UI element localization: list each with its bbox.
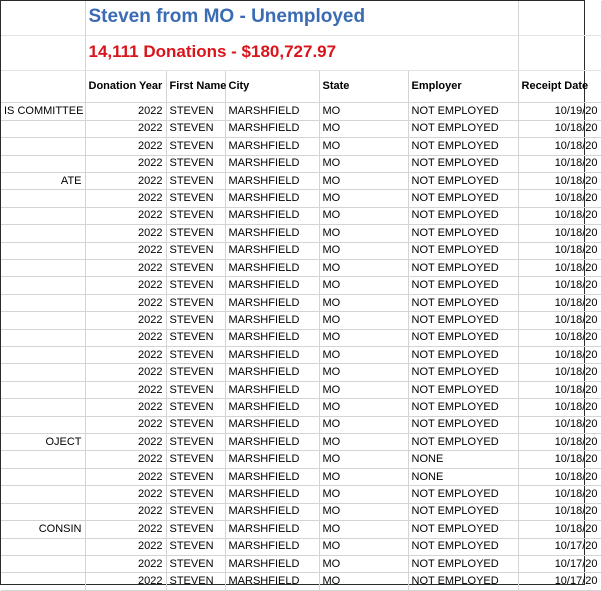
cell-city[interactable]: MARSHFIELD (225, 103, 319, 120)
cell-city[interactable]: MARSHFIELD (225, 538, 319, 555)
cell-first-name[interactable]: STEVEN (166, 555, 225, 572)
table-row (1, 120, 601, 137)
header-cell-receipt-date[interactable]: Receipt Date (518, 70, 601, 103)
cell-first-name[interactable]: STEVEN (166, 468, 225, 485)
cell-first-name[interactable]: STEVEN (166, 486, 225, 503)
cell-employer[interactable]: NOT EMPLOYED (408, 329, 518, 346)
cell-donation-year[interactable]: 2022 (85, 277, 166, 294)
subtitle-row (1, 35, 601, 70)
cell-committee[interactable] (1, 242, 85, 259)
cell-city[interactable]: MARSHFIELD (225, 294, 319, 311)
table-row (1, 172, 601, 189)
cell-state[interactable]: MO (319, 329, 408, 346)
header-cell-state[interactable]: State (319, 70, 408, 103)
cell-committee[interactable]: CONSIN (1, 521, 85, 538)
cell-first-name[interactable]: STEVEN (166, 364, 225, 381)
cell-city[interactable]: MARSHFIELD (225, 503, 319, 520)
cell-employer[interactable]: NOT EMPLOYED (408, 172, 518, 189)
cell-donation-year[interactable]: 2022 (85, 260, 166, 277)
cell-receipt-date[interactable]: 10/18/20 (518, 138, 601, 155)
cell-donation-year[interactable]: 2022 (85, 225, 166, 242)
cell-state[interactable]: MO (319, 538, 408, 555)
cell-city[interactable]: MARSHFIELD (225, 242, 319, 259)
cell-donation-year[interactable]: 2022 (85, 538, 166, 555)
cell-donation-year[interactable]: 2022 (85, 242, 166, 259)
table-row (1, 329, 601, 346)
cell-first-name[interactable]: STEVEN (166, 347, 225, 364)
table-row (1, 434, 601, 451)
cell-receipt-date[interactable]: 10/18/20 (518, 242, 601, 259)
cell-receipt-date[interactable]: 10/18/20 (518, 364, 601, 381)
cell-state[interactable]: MO (319, 434, 408, 451)
sheet-title: Steven from MO - Unemployed (88, 5, 366, 27)
cell-donation-year[interactable]: 2022 (85, 329, 166, 346)
cell-first-name[interactable]: STEVEN (166, 207, 225, 224)
cell-receipt-date[interactable]: 10/18/20 (518, 120, 601, 137)
cell-committee[interactable] (1, 555, 85, 572)
cell-committee[interactable] (1, 381, 85, 398)
cell-employer[interactable]: NOT EMPLOYED (408, 521, 518, 538)
cell-first-name[interactable]: STEVEN (166, 538, 225, 555)
cell-receipt-date[interactable]: 10/18/20 (518, 399, 601, 416)
cell-donation-year[interactable]: 2022 (85, 555, 166, 572)
cell-employer[interactable]: NOT EMPLOYED (408, 225, 518, 242)
cell-donation-year[interactable]: 2022 (85, 120, 166, 137)
cell-first-name[interactable]: STEVEN (166, 138, 225, 155)
cell-employer[interactable]: NOT EMPLOYED (408, 573, 518, 591)
cell-employer[interactable]: NOT EMPLOYED (408, 138, 518, 155)
cell-employer[interactable]: NOT EMPLOYED (408, 277, 518, 294)
cell-donation-year[interactable]: 2022 (85, 155, 166, 172)
cell-state[interactable]: MO (319, 277, 408, 294)
cell-employer[interactable]: NOT EMPLOYED (408, 294, 518, 311)
cell-receipt-date[interactable]: 10/17/20 (518, 538, 601, 555)
sheet-subtitle: 14,111 Donations - $180,727.97 (88, 41, 337, 61)
cell-committee[interactable] (1, 503, 85, 520)
cell-city[interactable]: MARSHFIELD (225, 381, 319, 398)
cell-first-name[interactable]: STEVEN (166, 329, 225, 346)
cell-receipt-date[interactable]: 10/18/20 (518, 207, 601, 224)
cell-receipt-date[interactable]: 10/18/20 (518, 277, 601, 294)
cell-city[interactable]: MARSHFIELD (225, 260, 319, 277)
cell-donation-year[interactable]: 2022 (85, 486, 166, 503)
table-row (1, 312, 601, 329)
cell-city[interactable]: MARSHFIELD (225, 190, 319, 207)
cell[interactable] (518, 1, 601, 35)
cell-first-name[interactable]: STEVEN (166, 260, 225, 277)
cell-donation-year[interactable]: 2022 (85, 573, 166, 591)
cell-state[interactable]: MO (319, 172, 408, 189)
cell-state[interactable]: MO (319, 103, 408, 120)
table-row (1, 381, 601, 398)
cell-committee[interactable] (1, 138, 85, 155)
cell-state[interactable]: MO (319, 120, 408, 137)
table-row (1, 555, 601, 572)
cell-committee[interactable]: ATE (1, 172, 85, 189)
table-row (1, 242, 601, 259)
cell-state[interactable]: MO (319, 416, 408, 433)
cell-employer[interactable]: NOT EMPLOYED (408, 120, 518, 137)
cell-first-name[interactable]: STEVEN (166, 225, 225, 242)
cell-donation-year[interactable]: 2022 (85, 416, 166, 433)
spreadsheet-grid (1, 1, 602, 591)
cell-state[interactable]: MO (319, 242, 408, 259)
cell-receipt-date[interactable]: 10/17/20 (518, 555, 601, 572)
cell-city[interactable]: MARSHFIELD (225, 277, 319, 294)
table-row (1, 451, 601, 468)
cell-state[interactable]: MO (319, 138, 408, 155)
cell-receipt-date[interactable]: 10/18/20 (518, 468, 601, 485)
cell-first-name[interactable]: STEVEN (166, 277, 225, 294)
cell-committee[interactable] (1, 451, 85, 468)
cell-receipt-date[interactable]: 10/18/20 (518, 451, 601, 468)
cell-receipt-date[interactable]: 10/18/20 (518, 329, 601, 346)
cell-state[interactable]: MO (319, 225, 408, 242)
cell-donation-year[interactable]: 2022 (85, 207, 166, 224)
cell-city[interactable]: MARSHFIELD (225, 555, 319, 572)
table-row (1, 277, 601, 294)
header-cell-committee[interactable] (1, 70, 85, 103)
cell-committee[interactable] (1, 190, 85, 207)
cell-committee[interactable] (1, 468, 85, 485)
cell-city[interactable]: MARSHFIELD (225, 225, 319, 242)
table-row (1, 155, 601, 172)
cell-state[interactable]: MO (319, 573, 408, 591)
cell-committee[interactable] (1, 364, 85, 381)
table-row (1, 207, 601, 224)
header-cell-first-name[interactable]: First Name (166, 70, 225, 103)
cell-city[interactable]: MARSHFIELD (225, 364, 319, 381)
cell-state[interactable]: MO (319, 190, 408, 207)
table-row (1, 225, 601, 242)
cell-city[interactable]: MARSHFIELD (225, 329, 319, 346)
cell-state[interactable]: MO (319, 451, 408, 468)
cell-first-name[interactable]: STEVEN (166, 190, 225, 207)
cell-city[interactable]: MARSHFIELD (225, 416, 319, 433)
cell-employer[interactable]: NOT EMPLOYED (408, 312, 518, 329)
table-row (1, 538, 601, 555)
cell-receipt-date[interactable]: 10/19/20 (518, 103, 601, 120)
header-cell-employer[interactable]: Employer (408, 70, 518, 103)
cell-committee[interactable] (1, 312, 85, 329)
cell-committee[interactable] (1, 538, 85, 555)
cell-city[interactable]: MARSHFIELD (225, 521, 319, 538)
cell-receipt-date[interactable]: 10/18/20 (518, 434, 601, 451)
cell-employer[interactable]: NOT EMPLOYED (408, 399, 518, 416)
cell-first-name[interactable]: STEVEN (166, 155, 225, 172)
cell-committee[interactable] (1, 155, 85, 172)
cell-committee[interactable] (1, 277, 85, 294)
cell-state[interactable]: MO (319, 381, 408, 398)
cell-employer[interactable]: NOT EMPLOYED (408, 190, 518, 207)
cell-state[interactable]: MO (319, 207, 408, 224)
cell-state[interactable]: MO (319, 486, 408, 503)
cell-receipt-date[interactable]: 10/18/20 (518, 312, 601, 329)
cell-employer[interactable]: NONE (408, 451, 518, 468)
cell-receipt-date[interactable]: 10/18/20 (518, 294, 601, 311)
cell-receipt-date[interactable]: 10/18/20 (518, 172, 601, 189)
cell-receipt-date[interactable]: 10/18/20 (518, 503, 601, 520)
table-row (1, 416, 601, 433)
cell-employer[interactable]: NOT EMPLOYED (408, 486, 518, 503)
cell-donation-year[interactable]: 2022 (85, 190, 166, 207)
cell-receipt-date[interactable]: 10/18/20 (518, 486, 601, 503)
sheet-subtitle-cell[interactable] (85, 35, 518, 70)
cell-state[interactable]: MO (319, 294, 408, 311)
cell-first-name[interactable]: STEVEN (166, 381, 225, 398)
cell-employer[interactable]: NOT EMPLOYED (408, 503, 518, 520)
cell-employer[interactable]: NOT EMPLOYED (408, 347, 518, 364)
cell-first-name[interactable]: STEVEN (166, 451, 225, 468)
table-row (1, 503, 601, 520)
cell[interactable] (518, 35, 601, 70)
cell-city[interactable]: MARSHFIELD (225, 155, 319, 172)
table-row (1, 364, 601, 381)
cell-receipt-date[interactable]: 10/18/20 (518, 381, 601, 398)
cell-first-name[interactable]: STEVEN (166, 294, 225, 311)
cell-city[interactable]: MARSHFIELD (225, 468, 319, 485)
table-row (1, 138, 601, 155)
cell-donation-year[interactable]: 2022 (85, 468, 166, 485)
cell-receipt-date[interactable]: 10/18/20 (518, 260, 601, 277)
cell-city[interactable]: MARSHFIELD (225, 120, 319, 137)
cell-employer[interactable]: NOT EMPLOYED (408, 381, 518, 398)
table-row (1, 260, 601, 277)
cell-donation-year[interactable]: 2022 (85, 294, 166, 311)
cell-committee[interactable] (1, 207, 85, 224)
cell-receipt-date[interactable]: 10/18/20 (518, 347, 601, 364)
cell-first-name[interactable]: STEVEN (166, 503, 225, 520)
cell-first-name[interactable]: STEVEN (166, 416, 225, 433)
cell[interactable] (1, 35, 85, 70)
cell-first-name[interactable]: STEVEN (166, 242, 225, 259)
cell-city[interactable]: MARSHFIELD (225, 434, 319, 451)
cell-employer[interactable]: NOT EMPLOYED (408, 434, 518, 451)
cell-state[interactable]: MO (319, 155, 408, 172)
header-cell-donation-year[interactable]: Donation Year (85, 70, 166, 103)
cell-committee[interactable] (1, 347, 85, 364)
cell-committee[interactable] (1, 399, 85, 416)
cell-receipt-date[interactable]: 10/18/20 (518, 416, 601, 433)
cell-committee[interactable] (1, 329, 85, 346)
cell-committee[interactable] (1, 486, 85, 503)
cell-first-name[interactable]: STEVEN (166, 399, 225, 416)
cell-receipt-date[interactable]: 10/17/20 (518, 573, 601, 591)
cell-city[interactable]: MARSHFIELD (225, 172, 319, 189)
cell-state[interactable]: MO (319, 312, 408, 329)
cell-city[interactable]: MARSHFIELD (225, 138, 319, 155)
cell-donation-year[interactable]: 2022 (85, 172, 166, 189)
cell-committee[interactable] (1, 120, 85, 137)
cell[interactable] (1, 1, 85, 35)
cell-state[interactable]: MO (319, 555, 408, 572)
cell-donation-year[interactable]: 2022 (85, 364, 166, 381)
cell-city[interactable]: MARSHFIELD (225, 486, 319, 503)
cell-state[interactable]: MO (319, 503, 408, 520)
table-row (1, 347, 601, 364)
cell-state[interactable]: MO (319, 364, 408, 381)
cell-receipt-date[interactable]: 10/18/20 (518, 190, 601, 207)
cell-first-name[interactable]: STEVEN (166, 103, 225, 120)
cell-committee[interactable] (1, 294, 85, 311)
cell-receipt-date[interactable]: 10/18/20 (518, 521, 601, 538)
cell-donation-year[interactable]: 2022 (85, 347, 166, 364)
cell-first-name[interactable]: STEVEN (166, 573, 225, 591)
cell-donation-year[interactable]: 2022 (85, 451, 166, 468)
header-row (1, 70, 601, 103)
cell-employer[interactable]: NOT EMPLOYED (408, 538, 518, 555)
cell-employer[interactable]: NOT EMPLOYED (408, 155, 518, 172)
cell-receipt-date[interactable]: 10/18/20 (518, 155, 601, 172)
table-row (1, 573, 601, 591)
table-row (1, 103, 601, 120)
table-row (1, 190, 601, 207)
cell-state[interactable]: MO (319, 399, 408, 416)
table-row (1, 468, 601, 485)
cell-donation-year[interactable]: 2022 (85, 103, 166, 120)
cell-city[interactable]: MARSHFIELD (225, 312, 319, 329)
cell-employer[interactable]: NOT EMPLOYED (408, 416, 518, 433)
cell-first-name[interactable]: STEVEN (166, 172, 225, 189)
cell-committee[interactable] (1, 416, 85, 433)
cell-state[interactable]: MO (319, 521, 408, 538)
table-row (1, 294, 601, 311)
cell-committee[interactable]: OJECT (1, 434, 85, 451)
cell-employer[interactable]: NOT EMPLOYED (408, 103, 518, 120)
header-cell-city[interactable]: City (225, 70, 319, 103)
title-row (1, 1, 601, 35)
cell-committee[interactable] (1, 225, 85, 242)
cell-employer[interactable]: NOT EMPLOYED (408, 260, 518, 277)
cell-employer[interactable]: NONE (408, 468, 518, 485)
cell-first-name[interactable]: STEVEN (166, 521, 225, 538)
cell-city[interactable]: MARSHFIELD (225, 399, 319, 416)
cell-committee[interactable] (1, 260, 85, 277)
table-row (1, 486, 601, 503)
cell-donation-year[interactable]: 2022 (85, 312, 166, 329)
cell-committee[interactable] (1, 573, 85, 591)
cell-state[interactable]: MO (319, 347, 408, 364)
cell-first-name[interactable]: STEVEN (166, 312, 225, 329)
cell-city[interactable]: MARSHFIELD (225, 347, 319, 364)
cell-city[interactable]: MARSHFIELD (225, 573, 319, 591)
cell-donation-year[interactable]: 2022 (85, 503, 166, 520)
cell-employer[interactable]: NOT EMPLOYED (408, 555, 518, 572)
cell-city[interactable]: MARSHFIELD (225, 207, 319, 224)
cell-employer[interactable]: NOT EMPLOYED (408, 364, 518, 381)
cell-donation-year[interactable]: 2022 (85, 138, 166, 155)
cell-city[interactable]: MARSHFIELD (225, 451, 319, 468)
cell-committee[interactable]: IS COMMITTEE (1, 103, 85, 120)
cell-first-name[interactable]: STEVEN (166, 434, 225, 451)
cell-state[interactable]: MO (319, 260, 408, 277)
cell-donation-year[interactable]: 2022 (85, 399, 166, 416)
cell-employer[interactable]: NOT EMPLOYED (408, 207, 518, 224)
cell-donation-year[interactable]: 2022 (85, 434, 166, 451)
cell-donation-year[interactable]: 2022 (85, 521, 166, 538)
sheet-title-cell[interactable] (85, 1, 518, 35)
table-row (1, 521, 601, 538)
table-row (1, 399, 601, 416)
cell-first-name[interactable]: STEVEN (166, 120, 225, 137)
cell-employer[interactable]: NOT EMPLOYED (408, 242, 518, 259)
cell-donation-year[interactable]: 2022 (85, 381, 166, 398)
cell-state[interactable]: MO (319, 468, 408, 485)
cell-receipt-date[interactable]: 10/18/20 (518, 225, 601, 242)
